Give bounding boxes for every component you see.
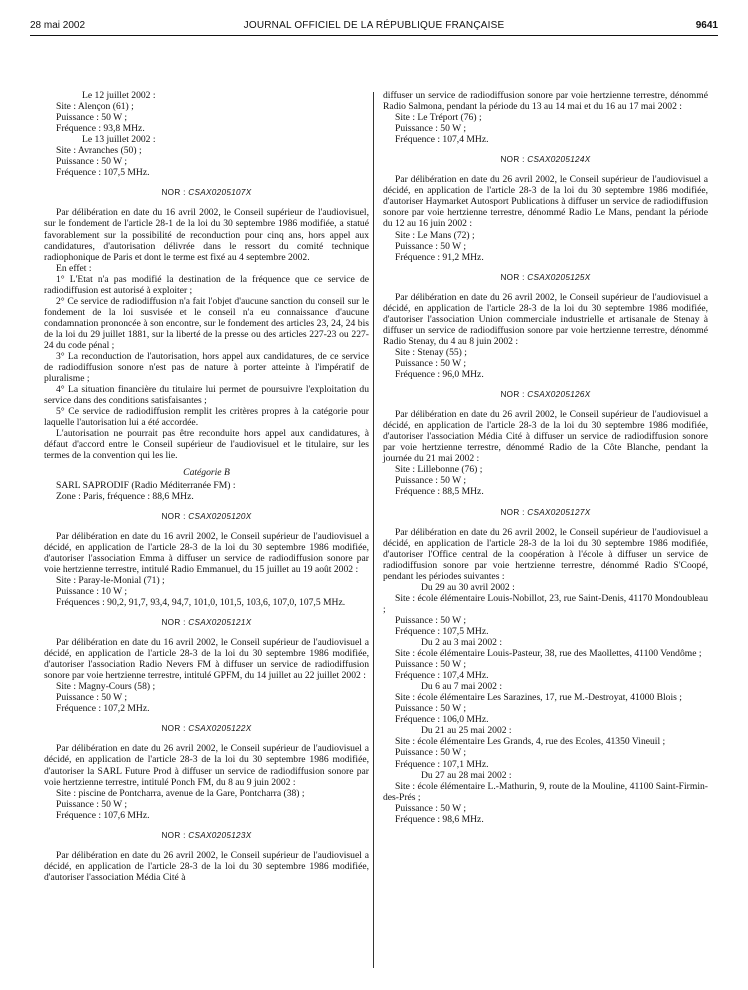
site-line: Site : école élémentaire L.-Mathurin, 9, route de la Mouline, 41100 Saint-Firmin-des-Prés ; <box>383 780 708 803</box>
site-line: Site : Paray-le-Monial (71) ; <box>56 574 165 586</box>
site-line: Site : piscine de Pontcharra, avenue de la Gare, Pontcharra (38) ; <box>56 787 305 799</box>
nor-reference <box>383 272 708 283</box>
nor-code: CSAX0205124X <box>527 155 591 165</box>
site-line: Site : école élémentaire Louis-Pasteur, 38, rue des Maollettes, 41100 Vendôme ; <box>395 648 702 660</box>
frequency-line: Fréquence : 107,2 MHz. <box>56 703 150 715</box>
page-header <box>30 20 718 36</box>
site-line: Site : Magny-Cours (58) ; <box>56 681 156 693</box>
frequency-line: Fréquence : 107,5 MHz. <box>395 625 489 637</box>
power-line: Puissance : 50 W ; <box>395 123 467 135</box>
nor-prefix: NOR : <box>161 188 189 198</box>
paragraph: Par délibération en date du 16 avril 2002, le Conseil supérieur de l'audiovisuel a décidé, en application de l'article 28-3 de la loi du 30 septembre 1986 modifiée, d'autoriser l'association Radio Nevers FM à diffuser un service de radiodiffusion sonore par voie hertzienne terrestre, intitulé GPFM, du 14 juillet au 22 juillet 2002 : <box>44 637 369 682</box>
header-rule <box>30 35 718 36</box>
nor-code: CSAX0205126X <box>527 390 591 400</box>
nor-code: CSAX0205123X <box>188 830 252 840</box>
date-line: Le 13 juillet 2002 : <box>82 134 156 146</box>
header-page-number: 9641 <box>695 20 718 31</box>
operator-line: SARL SAPRODIF (Radio Méditerranée FM) : <box>56 479 236 491</box>
period-line: Du 6 au 7 mai 2002 : <box>421 681 503 693</box>
frequency-line: Fréquence : 107,4 MHz. <box>395 670 489 682</box>
nor-code: CSAX0205125X <box>527 272 591 282</box>
paragraph: 1° L'Etat n'a pas modifié la destination de la fréquence que ce service de radiodiffusion est autorisé à exploiter ; <box>44 273 369 296</box>
frequency-line: Fréquence : 107,1 MHz. <box>395 758 489 770</box>
frequency-line: Fréquence : 98,6 MHz. <box>395 813 484 825</box>
frequency-line: Fréquence : 91,2 MHz. <box>395 251 484 263</box>
nor-prefix: NOR : <box>500 272 528 282</box>
paragraph: Par délibération en date du 26 avril 2002, le Conseil supérieur de l'audiovisuel a décidé, en application de l'article 28-3 de la loi du 30 septembre 1986 modifiée, d'autoriser l'Office central de la coopération à l'école à diffuser un service de radiodiffusion sonore par voie hertzienne terrestre, dénommé Radio S'Coopé, pendant les périodes suivantes : <box>383 526 708 582</box>
nor-prefix: NOR : <box>500 507 528 517</box>
category-heading: Catégorie B <box>183 466 230 478</box>
nor-code: CSAX0205107X <box>188 188 252 198</box>
paragraph: Par délibération en date du 26 avril 2002, le Conseil supérieur de l'audiovisuel a décidé, en application de l'article 28-3 de la loi du 30 septembre 1986 modifiée, d'autoriser l'association Média Cité à diffuser un service de radiodiffusion sonore par voie hertzienne terrestre, dénommé Radio de la Côte Blanche, pendant la journée du 21 mai 2002 : <box>383 409 708 465</box>
power-line: Puissance : 50 W ; <box>395 475 467 487</box>
frequency-line: Fréquences : 90,2, 91,7, 93,4, 94,7, 101,0, 101,5, 103,6, 107,0, 107,5 MHz. <box>56 596 346 608</box>
site-line: Site : Le Mans (72) ; <box>395 229 475 241</box>
power-line: Puissance : 50 W ; <box>395 747 467 759</box>
site-line: Site : Le Tréport (76) ; <box>395 112 482 124</box>
power-line: Puissance : 50 W ; <box>56 798 128 810</box>
period-line: Du 29 au 30 avril 2002 : <box>421 581 515 593</box>
nor-reference <box>44 511 369 522</box>
period-line: Du 21 au 25 mai 2002 : <box>421 725 512 737</box>
power-line: Puissance : 50 W ; <box>395 240 467 252</box>
period-line: Du 2 au 3 mai 2002 : <box>421 637 503 649</box>
nor-reference <box>383 154 708 165</box>
paragraph: Par délibération en date du 26 avril 2002, le Conseil supérieur de l'audiovisuel a décidé, en application de l'article 28-3 de la loi du 30 septembre 1986 modifiée, d'autoriser l'association Média Cité à <box>44 849 369 883</box>
power-line: Puissance : 50 W ; <box>395 357 467 369</box>
nor-reference <box>44 723 369 734</box>
power-line: Puissance : 10 W ; <box>56 585 128 597</box>
frequency-line: Fréquence : 107,5 MHz. <box>56 167 150 179</box>
paragraph: diffuser un service de radiodiffusion sonore par voie hertzienne terrestre, dénommé Radio Salmona, pendant la période du 13 au 14 mai et du 16 au 17 mai 2002 : <box>383 90 708 113</box>
site-line: Site : Stenay (55) ; <box>395 346 467 358</box>
paragraph: Par délibération en date du 26 avril 2002, le Conseil supérieur de l'audiovisuel a décidé, en application de l'article 28-3 de la loi du 30 septembre 1986 modifiée, d'autoriser la SARL Future Prod à diffuser un service de radiodiffusion sonore par voie hertzienne terrestre, intitulé Ponch FM, du 8 au 9 juin 2002 : <box>44 743 369 788</box>
power-line: Puissance : 50 W ; <box>56 692 128 704</box>
period-line: Du 27 au 28 mai 2002 : <box>421 769 512 781</box>
nor-prefix: NOR : <box>161 830 189 840</box>
paragraph: Par délibération en date du 26 avril 2002, le Conseil supérieur de l'audiovisuel a décidé, en application de l'article 28-3 de la loi du 30 septembre 1986 modifiée, d'autoriser Haymarket Autosport Publications à diffuser un service de radiodiffusion sonore par voie hertzienne terrestre, dénommé Radio Le Mans, pendant la période du 12 au 16 juin 2002 : <box>383 174 708 230</box>
nor-prefix: NOR : <box>161 511 189 521</box>
power-line: Puissance : 50 W ; <box>395 703 467 715</box>
nor-reference <box>44 187 369 198</box>
power-line: Puissance : 50 W ; <box>395 802 467 814</box>
paragraph: Par délibération en date du 16 avril 2002, le Conseil supérieur de l'audiovisuel, sur le fondement de l'article 28-1 de la loi du 30 septembre 1986 modifiée, a statué favorablement sur la possibilité de reconduction pour cinq ans, hors appel aux candidatures, d'autorisation délivrée dans le ressort du comité technique radiophonique de Paris et dont le terme est fixé au 4 septembre 2002. <box>44 207 369 263</box>
paragraph: Par délibération en date du 26 avril 2002, le Conseil supérieur de l'audiovisuel a décidé, en application de l'article 28-3 de la loi du 30 septembre 1986 modifiée, d'autoriser l'association Union commerciale industrielle et artisanale de Stenay à diffuser un service de radiodiffusion sonore par voie hertzienne terrestre, dénommé Radio Stenay, du 4 au 8 juin 2002 : <box>383 291 708 347</box>
frequency-line: Fréquence : 107,6 MHz. <box>56 809 150 821</box>
paragraph: 4° La situation financière du titulaire lui permet de poursuivre l'exploitation du service dans des conditions satisfaisantes ; <box>44 384 369 407</box>
right-column <box>383 90 708 825</box>
paragraph: Par délibération en date du 16 avril 2002, le Conseil supérieur de l'audiovisuel a décidé, en application de l'article 28-3 de la loi du 30 septembre 1986 modifiée, d'autoriser l'association Emma à diffuser un service de radiodiffusion sonore par voie hertzienne terrestre, intitulé Radio Emmanuel, du 15 juillet au 19 août 2002 : <box>44 530 369 575</box>
nor-reference <box>44 617 369 628</box>
paragraph: 3° La reconduction de l'autorisation, hors appel aux candidatures, de ce service de radiodiffusion sonore n'est pas de nature à porter atteinte à l'impératif de pluralisme ; <box>44 351 369 385</box>
frequency-line: Fréquence : 93,8 MHz. <box>56 123 145 135</box>
site-line: Site : école élémentaire Les Sarazines, 17, rue M.-Destroyat, 41000 Blois ; <box>395 692 682 704</box>
frequency-line: Fréquence : 106,0 MHz. <box>395 714 489 726</box>
paragraph: L'autorisation ne pourrait pas être reconduite hors appel aux candidatures, à défaut d'accord entre le Conseil supérieur de l'audiovisuel et le titulaire, sur les termes de la convention qui les lie. <box>44 428 369 462</box>
power-line: Puissance : 50 W ; <box>56 112 128 124</box>
nor-code: CSAX0205121X <box>188 618 252 628</box>
zone-line: Zone : Paris, fréquence : 88,6 MHz. <box>56 490 194 502</box>
nor-prefix: NOR : <box>161 618 189 628</box>
nor-reference <box>383 389 708 400</box>
paragraph: En effet : <box>56 262 92 274</box>
site-line: Site : Alençon (61) ; <box>56 101 134 113</box>
nor-reference <box>383 507 708 518</box>
nor-code: CSAX0205120X <box>188 511 252 521</box>
power-line: Puissance : 50 W ; <box>395 614 467 626</box>
site-line: Site : école élémentaire Louis-Nobillot, 23, rue Saint-Denis, 41170 Mondoubleau ; <box>383 592 708 615</box>
nor-prefix: NOR : <box>500 155 528 165</box>
site-line: Site : Avranches (50) ; <box>56 145 142 157</box>
nor-prefix: NOR : <box>161 724 189 734</box>
power-line: Puissance : 50 W ; <box>395 659 467 671</box>
frequency-line: Fréquence : 107,4 MHz. <box>395 134 489 146</box>
site-line: Site : Lillebonne (76) ; <box>395 464 483 476</box>
header-title: JOURNAL OFFICIEL DE LA RÉPUBLIQUE FRANÇAISE <box>243 20 505 31</box>
site-line: Site : école élémentaire Les Grands, 4, rue des Ecoles, 41350 Vineuil ; <box>395 736 666 748</box>
date-line: Le 12 juillet 2002 : <box>82 90 156 101</box>
paragraph: 2° Ce service de radiodiffusion n'a fait l'objet d'aucune sanction du conseil sur le fondement de la loi susvisée et le conseil n'a eu connaissance d'aucune condamnation prononcée à son encontre, sur le fondement des articles 23, 24, 24 bis de la loi du 29 juillet 1881, sur la liberté de la presse ou des articles 227-23 ou 227-24 du code pénal ; <box>44 295 369 351</box>
frequency-line: Fréquence : 96,0 MHz. <box>395 369 484 381</box>
header-date: 28 mai 2002 <box>30 20 86 31</box>
nor-reference <box>44 830 369 841</box>
left-column <box>44 90 369 883</box>
nor-code: CSAX0205122X <box>188 724 252 734</box>
column-divider <box>373 92 374 968</box>
paragraph: 5° Ce service de radiodiffusion remplit les critères propres à la catégorie pour laquelle l'autorisation lui a été accordée. <box>44 406 369 429</box>
power-line: Puissance : 50 W ; <box>56 156 128 168</box>
nor-code: CSAX0205127X <box>527 507 591 517</box>
frequency-line: Fréquence : 88,5 MHz. <box>395 486 484 498</box>
nor-prefix: NOR : <box>500 390 528 400</box>
